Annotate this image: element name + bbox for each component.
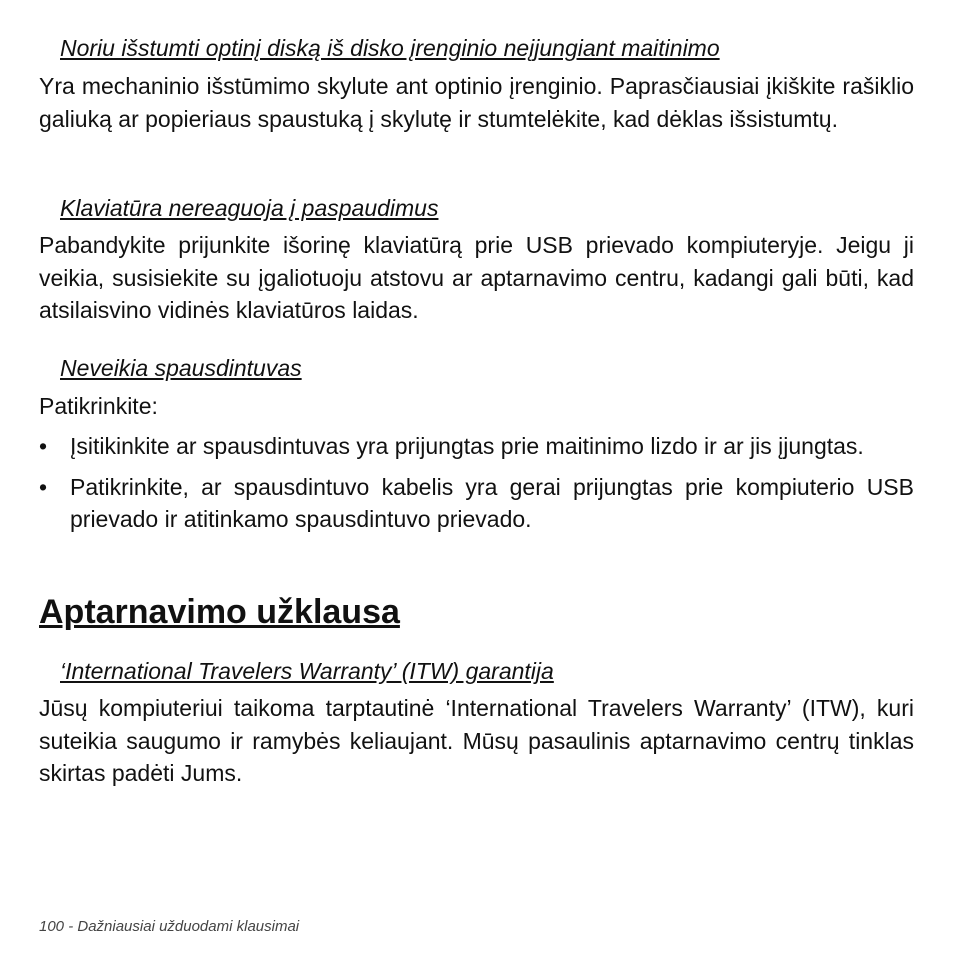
page-footer: 100 - Dažniausiai užduodami klausimai — [39, 918, 300, 935]
section-heading-printer: Neveikia spausdintuvas — [60, 355, 302, 381]
section-heading-eject-disc: Noriu išstumti optinį diską iš disko įrenginio neįjungiant maitinimo — [60, 35, 720, 61]
bullet-icon: • — [39, 433, 48, 459]
section-heading-itw-warranty: ‘International Travelers Warranty’ (ITW) garantija — [60, 658, 554, 684]
list-item-text: Patikrinkite, ar spausdintuvo kabelis yra gerai prijungtas prie kompiuterio USB prievado ir atitinkamo spausdintuvo prievado. — [70, 474, 914, 532]
bullet-icon: • — [39, 474, 48, 500]
list-item-text: Įsitikinkite ar spausdintuvas yra prijungtas prie maitinimo lizdo ir ar jis įjungtas. — [70, 433, 864, 459]
section-body-eject-disc: Yra mechaninio išstūmimo skylute ant optinio įrenginio. Paprasčiausiai įkiškite rašiklio galiuką ar popieriaus spaustuką į skylutę ir stumtelėkite, kad dėklas išsistumtų. — [39, 73, 914, 132]
printer-checklist — [39, 430, 914, 535]
section-heading-keyboard: Klaviatūra nereaguoja į paspaudimus — [60, 195, 439, 221]
section-body-itw-warranty: Jūsų kompiuteriui taikoma tarptautinė ‘International Travelers Warranty’ (ITW), kuri suteikia saugumo ir ramybės keliaujant. Mūsų pasaulinis aptarnavimo centrų tinklas skirtas padėti Jums. — [39, 695, 914, 786]
printer-intro: Patikrinkite: — [39, 393, 158, 419]
list-item — [39, 471, 914, 535]
list-item — [39, 430, 914, 462]
page-title-service-request: Aptarnavimo užklausa — [39, 593, 400, 631]
section-body-keyboard: Pabandykite prijunkite išorinę klaviatūrą prie USB prievado kompiuteryje. Jeigu ji veikia, susisiekite su įgaliotuoju atstovu ar aptarnavimo centru, kadangi gali būti, kad atsilaisvino vidinės klaviatūros laidas. — [39, 232, 914, 323]
